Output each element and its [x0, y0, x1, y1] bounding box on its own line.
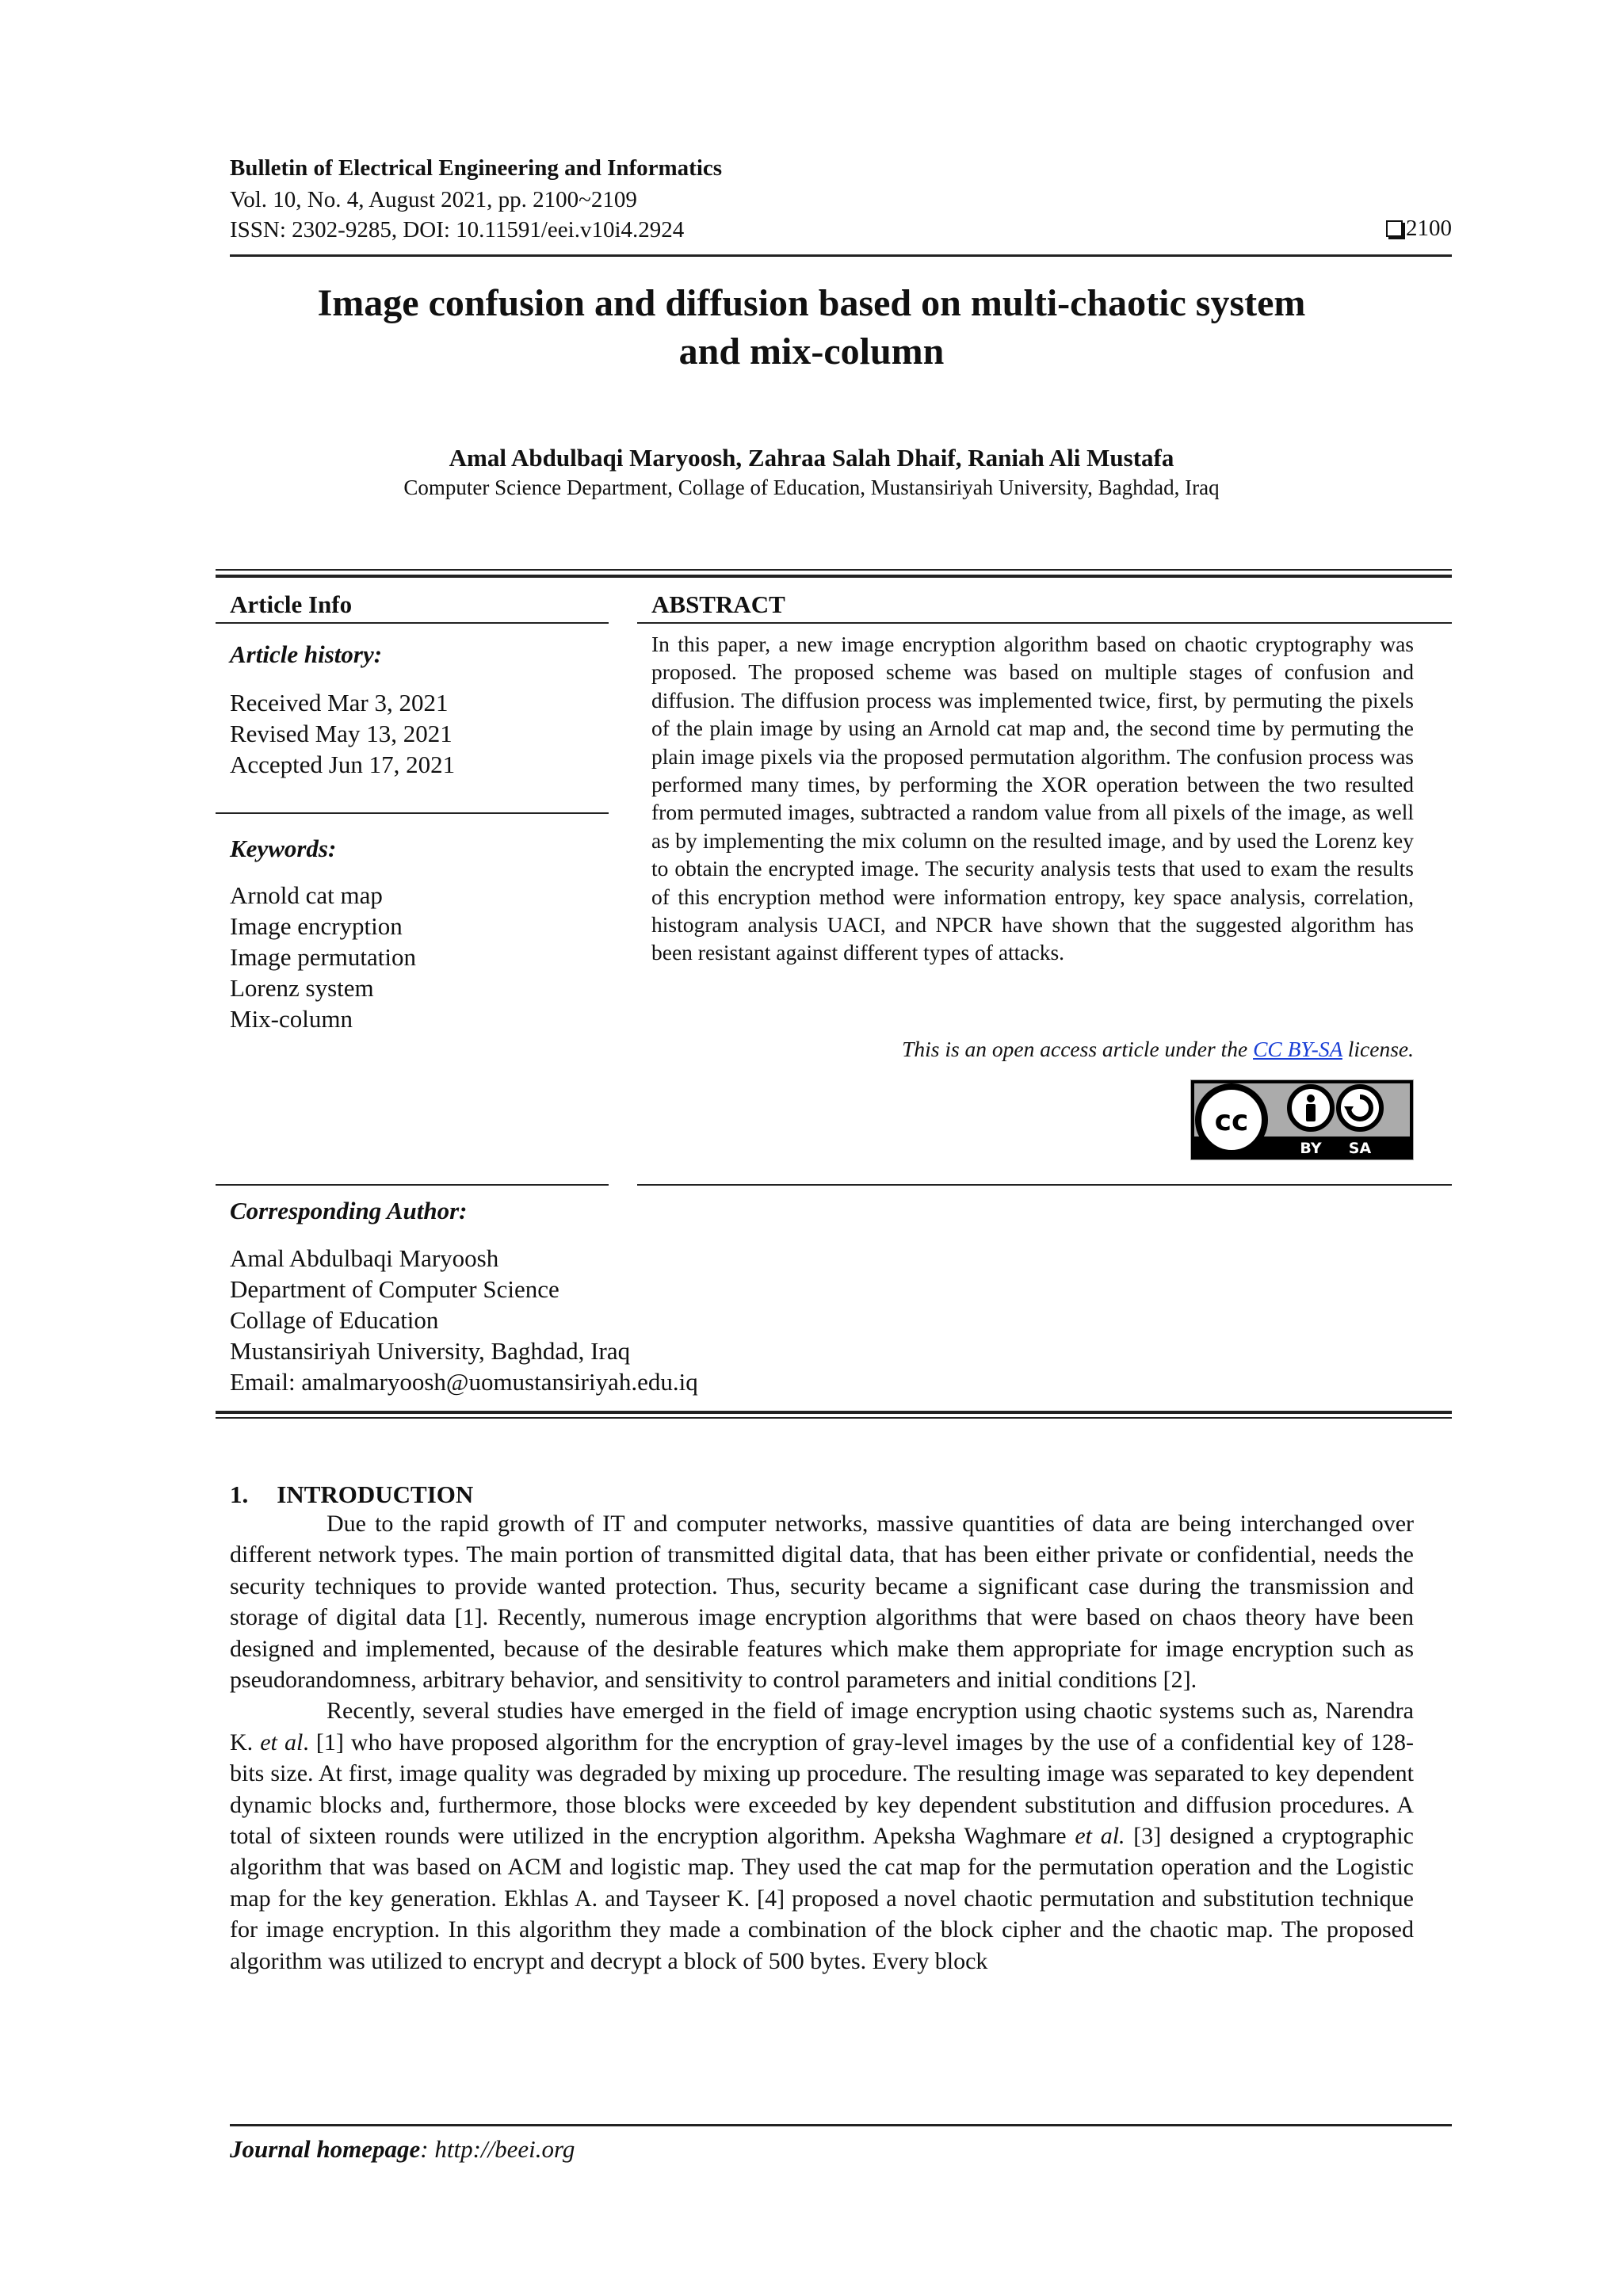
author-department: Department of Computer Science	[230, 1275, 559, 1303]
page-number: 2100	[1386, 216, 1452, 242]
article-history-heading: Article history:	[230, 640, 383, 668]
corresponding-author	[230, 1243, 698, 1397]
journal-volume: Vol. 10, No. 4, August 2021, pp. 2100~2109	[230, 187, 637, 212]
info-end-rule-thick	[216, 1411, 1452, 1414]
license-link[interactable]: CC BY-SA	[1253, 1037, 1342, 1061]
box-icon	[1386, 220, 1403, 237]
author-name: Amal Abdulbaqi Maryoosh	[230, 1244, 499, 1272]
keyword-item: Lorenz system	[230, 974, 374, 1002]
history-rule	[216, 812, 609, 814]
author-email: Email: amalmaryoosh@uomustansiriyah.edu.iq	[230, 1368, 698, 1396]
journal-homepage: Journal homepage: http://beei.org	[230, 2135, 575, 2163]
info-bottom-rule-right	[637, 1184, 1452, 1186]
info-end-rule	[216, 1417, 1452, 1419]
keywords-heading: Keywords:	[230, 835, 337, 862]
abstract-rule	[637, 622, 1452, 624]
journal-issn-doi: ISSN: 2302-9285, DOI: 10.11591/eei.v10i4.2924	[230, 217, 685, 243]
cc-text: cc	[1214, 1105, 1249, 1137]
keyword-item: Mix-column	[230, 1005, 353, 1033]
journal-name: Bulletin of Electrical Engineering and Informatics	[230, 155, 723, 181]
history-received: Received Mar 3, 2021	[230, 689, 449, 716]
introduction-paragraph: Due to the rapid growth of IT and computer networks, massive quantities of data are being interchanged over different network types. The main portion of transmitted digital data, that has been either private or confidential, needs the security techniques to provide wanted protection. Thus, security became a significant case during the transmission and storage of digital data [1]. Recently, numerous image encryption algorithms that were based on chaos theory have been designed and implemented, because of the desirable features which make them appropriate for image encryption such as pseudorandomness, arbitrary behavior, and sensitivity to control parameters and initial conditions [2].	[230, 1511, 1414, 1694]
authors: Amal Abdulbaqi Maryoosh, Zahraa Salah Dhaif, Raniah Ali Mustafa	[449, 444, 1174, 472]
corresponding-heading: Corresponding Author:	[230, 1197, 468, 1224]
introduction-body	[230, 1508, 1414, 1977]
info-top-rule	[216, 569, 1452, 571]
introduction-heading: 1. INTRODUCTION	[230, 1480, 474, 1508]
article-history	[230, 687, 455, 780]
keyword-item: Image permutation	[230, 943, 416, 971]
share-alike-icon	[1338, 1087, 1381, 1129]
abstract-heading: ABSTRACT	[651, 590, 785, 618]
header-rule	[230, 254, 1452, 257]
abstract-text: In this paper, a new image encryption algorithm based on chaotic cryptography was proposed. The proposed scheme was based on multiple stages of confusion and diffusion. The diffusion process was implemented twice, first, by permuting the pixels of the plain image by using an Arnold cat map and, the second time by permuting the plain image pixels via the proposed permutation algorithm. The confusion process was performed many times, by performing the XOR operation between the two resulted from permuted images, subtracted a random value from all pixels of the image, as well as by implementing the mix column on the resulted image, and by used the Lorenz key to obtain the encrypted image. The security analysis tests that used to exam the results of this encryption method were information entropy, key space analysis, correlation, histogram analysis UACI, and NPCR have shown that the suggested algorithm has been resistant against different types of attacks.	[651, 632, 1414, 965]
keyword-item: Image encryption	[230, 912, 403, 940]
sa-text: SA	[1348, 1140, 1372, 1157]
paper-title: Image confusion and diffusion based on multi-chaotic system and mix-column	[317, 282, 1306, 373]
article-info-rule	[216, 622, 609, 624]
info-top-rule-thick	[216, 575, 1452, 578]
history-revised: Revised May 13, 2021	[230, 720, 453, 747]
affiliation: Computer Science Department, Collage of Education, Mustansiriyah University, Baghdad, Iraq	[403, 476, 1220, 499]
introduction-paragraph: Recently, several studies have emerged in the field of image encryption using chaotic systems such as, Narendra K. et al. [1] who have proposed algorithm for the encryption of gray-level images by the use of a confidential key of 128-bits size. At first, image quality was degraded by mixing up procedure. The resulting image was separated to key dependent dynamic blocks and, furthermore, those blocks were exceeded by key dependent substitution and diffusion procedures. A total of sixteen rounds were utilized in the encryption algorithm. Apeksha Waghmare et al. [3] designed a cryptographic algorithm that was based on ACM and logistic map. They used the cat map for the permutation operation and the Logistic map for the key generation. Ekhlas A. and Tayseer K. [4] proposed a novel chaotic permutation and substitution technique for image encryption. In this algorithm they made a combination of the block cipher and the chaotic map. The proposed algorithm was utilized to encrypt and decrypt a block of 500 bytes. Every block	[230, 1698, 1414, 1974]
keyword-item: Arnold cat map	[230, 881, 383, 909]
author-college: Collage of Education	[230, 1306, 439, 1334]
homepage-link[interactable]: : http://beei.org	[420, 2135, 575, 2163]
open-access-note: This is an open access article under the CC BY-SA license.	[902, 1037, 1414, 1061]
footer-rule	[230, 2124, 1452, 2126]
history-accepted: Accepted Jun 17, 2021	[230, 751, 456, 778]
article-info-heading: Article Info	[230, 590, 353, 618]
cc-by-sa-badge-icon	[1190, 1079, 1414, 1160]
info-bottom-rule-left	[216, 1184, 609, 1186]
author-university: Mustansiriyah University, Baghdad, Iraq	[230, 1337, 631, 1365]
keywords-list	[230, 880, 416, 1034]
by-text: BY	[1300, 1140, 1322, 1157]
